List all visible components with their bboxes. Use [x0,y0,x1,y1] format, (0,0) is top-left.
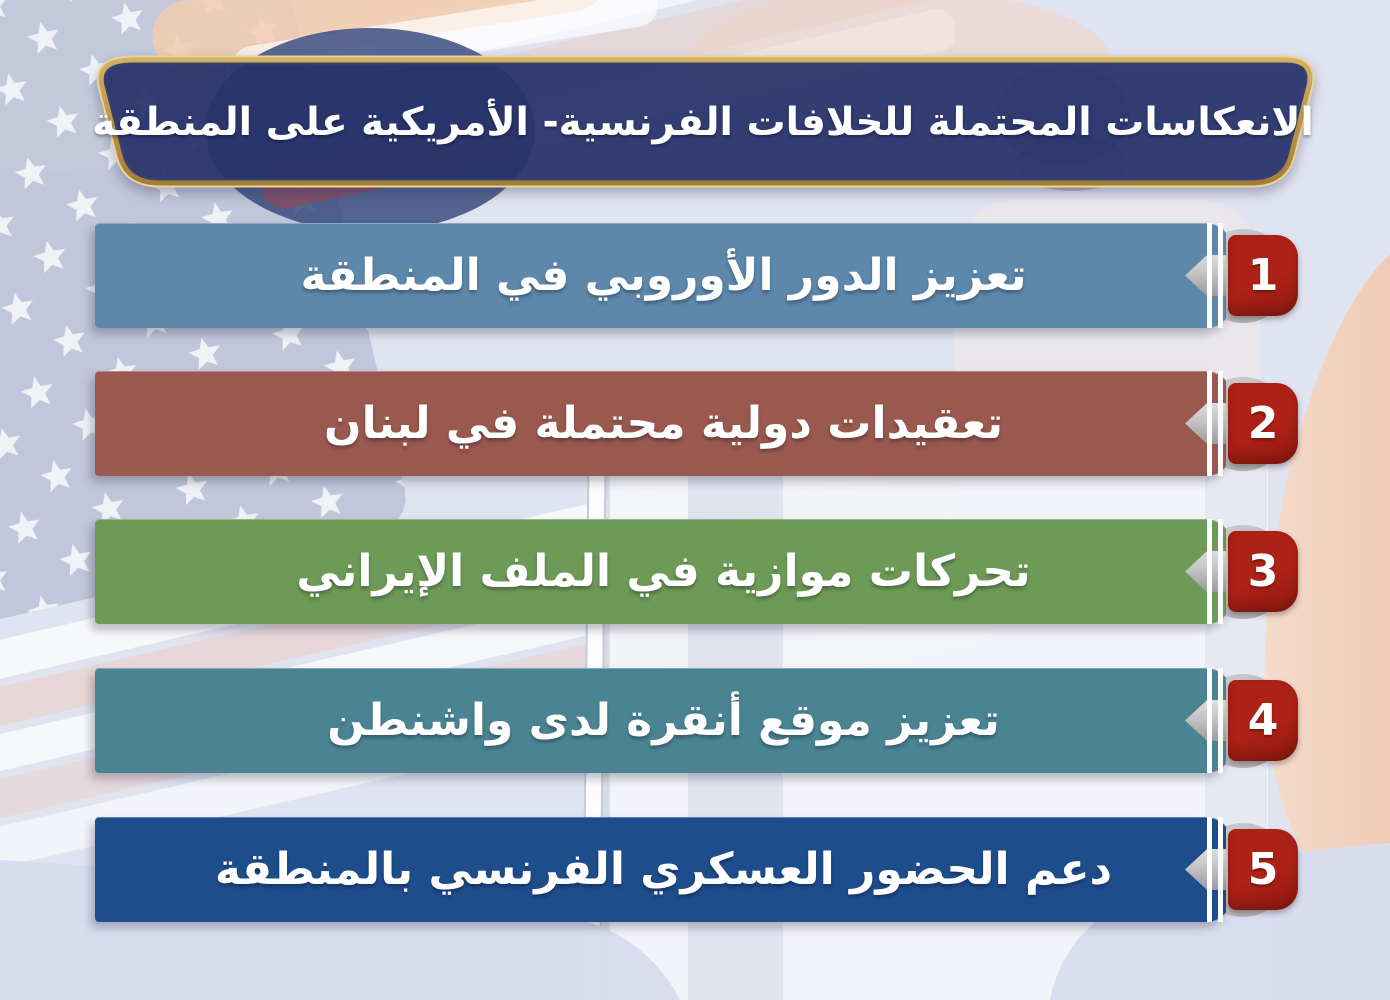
number-badge: 1 [1228,235,1298,316]
list-item [95,371,1305,476]
item-label: دعم الحضور العسكري الفرنسي بالمنطقة [214,844,1113,895]
item-bar [95,817,1232,922]
number-badge: 2 [1228,383,1298,464]
page-title: الانعكاسات المحتملة للخلافات الفرنسية- الأمريكية على المنطقة [92,99,1314,145]
item-label: تحركات موازية في الملف الإيراني [296,546,1031,597]
number-badge: 5 [1228,829,1298,910]
item-label: تعزيز الدور الأوروبي في المنطقة [300,250,1027,301]
separator-stripe [1207,371,1212,476]
separator-stripe [1207,223,1212,328]
item-bar [95,519,1232,624]
list-item [95,668,1305,773]
list-item [95,519,1305,624]
separator-stripe [1218,668,1223,773]
separator-stripe [1218,519,1223,624]
separator-stripe [1218,817,1223,922]
title-banner [88,50,1318,198]
number-badge: 4 [1228,680,1298,761]
separator-stripe [1207,668,1212,773]
separator-stripe [1218,223,1223,328]
separator-stripe [1207,519,1212,624]
item-label: تعقيدات دولية محتملة في لبنان [324,398,1003,449]
separator-stripe [1207,817,1212,922]
item-bar [95,223,1232,328]
list-item [95,817,1305,922]
item-bar [95,371,1232,476]
list-item [95,223,1305,328]
number-badge: 3 [1228,531,1298,612]
separator-stripe [1218,371,1223,476]
item-label: تعزيز موقع أنقرة لدى واشنطن [327,695,1000,746]
item-bar [95,668,1232,773]
